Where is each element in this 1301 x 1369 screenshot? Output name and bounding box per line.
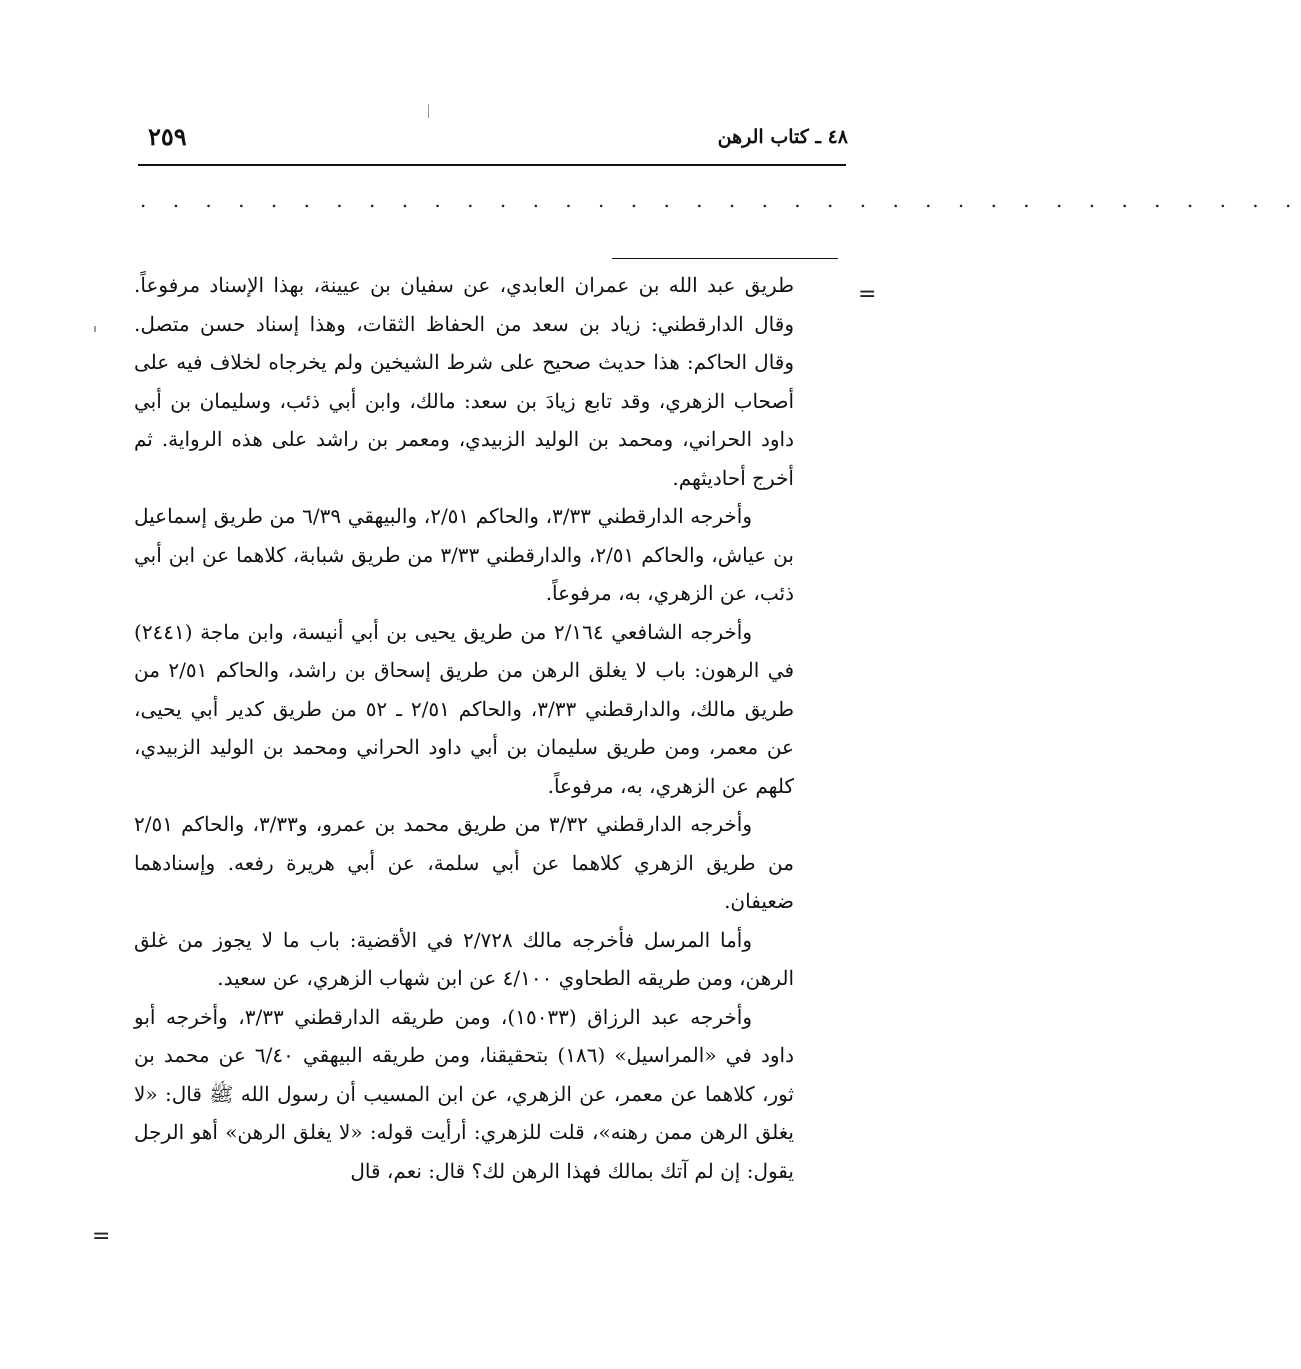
running-header bbox=[140, 118, 848, 158]
scan-artifact bbox=[428, 104, 429, 118]
header-rule bbox=[138, 164, 846, 166]
footnote-separator bbox=[612, 258, 838, 259]
continuation-mark-bottom: = bbox=[92, 1224, 111, 1249]
continuation-mark-top: = bbox=[858, 282, 877, 307]
paragraph: وأخرجه الدارقطني ٣/٣٣، والحاكم ٢/٥١، والبيهقي ٦/٣٩ من طريق إسماعيل بن عياش، والحاكم ٢/٥١، والدارقطني ٣/٣٣ من طريق شبابة، كلاهما عن ابن أبي ذئب، عن الزهري، به، مرفوعاً. bbox=[134, 504, 794, 605]
paragraph: وأخرجه الشافعي ٢/١٦٤ من طريق يحيى بن أبي أنيسة، وابن ماجة (٢٤٤١) في الرهون: باب لا يغلق الرهن من طريق إسحاق بن راشد، والحاكم ٢/٥١ من طريق مالك، والدارقطني ٣/٣٣، والحاكم ٢/٥١ ـ ٥٢ من طريق كدير أبي يحيى، عن معمر، ومن طريق سليمان بن أبي داود الحراني ومحمد بن الوليد الزبيدي، كلهم عن الزهري، به، مرفوعاً. bbox=[134, 619, 795, 798]
paragraph: وأخرجه الدارقطني ٣/٣٢ من طريق محمد بن عمرو، و٣/٣٣، والحاكم ٢/٥١ من طريق الزهري كلاهما عن أبي سلمة، عن أبي هريرة رفعه. وإسنادهما ضعيفان. bbox=[134, 812, 794, 913]
omission-dots: . . . . . . . . . . . . . . . . . . . . . . . . . . . . . . . . . . . . bbox=[140, 188, 1301, 212]
paragraph: وأخرجه عبد الرزاق (١٥٠٣٣)، ومن طريقه الدارقطني ٣/٣٣، وأخرجه أبو داود في «المراسيل» (١٨٦) بتحقيقنا، ومن طريقه البيهقي ٦/٤٠ عن محمد بن ثور، كلاهما عن معمر، عن الزهري، عن ابن المسيب أن رسول الله ﷺ قال: «لا يغلق الرهن ممن رهنه»، قلت للزهري: أرأيت قوله: «لا يغلق الرهن» أهو الرجل يقول: إن لم آتك بمالك فهذا الرهن لك؟ قال: نعم، قال bbox=[134, 1004, 794, 1183]
footnote-text bbox=[134, 266, 794, 1190]
paragraph: وأما المرسل فأخرجه مالك ٢/٧٢٨ في الأقضية: باب ما لا يجوز من غلق الرهن، ومن طريقه الطحاوي ٤/١٠٠ عن ابن شهاب الزهري، عن سعيد. bbox=[134, 927, 794, 990]
chapter-title: ٤٨ ـ كتاب الرهن bbox=[717, 126, 848, 148]
scan-artifact bbox=[94, 326, 96, 332]
page-number: ٢٥٩ bbox=[148, 122, 187, 151]
paragraph: طريق عبد الله بن عمران العابدي، عن سفيان بن عيينة، بهذا الإسناد مرفوعاً. وقال الدارقطني: زياد بن سعد من الحفاظ الثقات، وهذا إسناد حسن متصل. وقال الحاكم: هذا حديث صحيح على شرط الشيخين ولم يخرجاه لخلاف فيه على أصحاب الزهري، وقد تابع زيادَ بن سعد: مالك، وابن أبي ذئب، وسليمان بن أبي داود الحراني، ومحمد بن الوليد الزبيدي، ومعمر بن راشد على هذه الرواية. ثم أخرج أحاديثهم. bbox=[134, 273, 794, 490]
